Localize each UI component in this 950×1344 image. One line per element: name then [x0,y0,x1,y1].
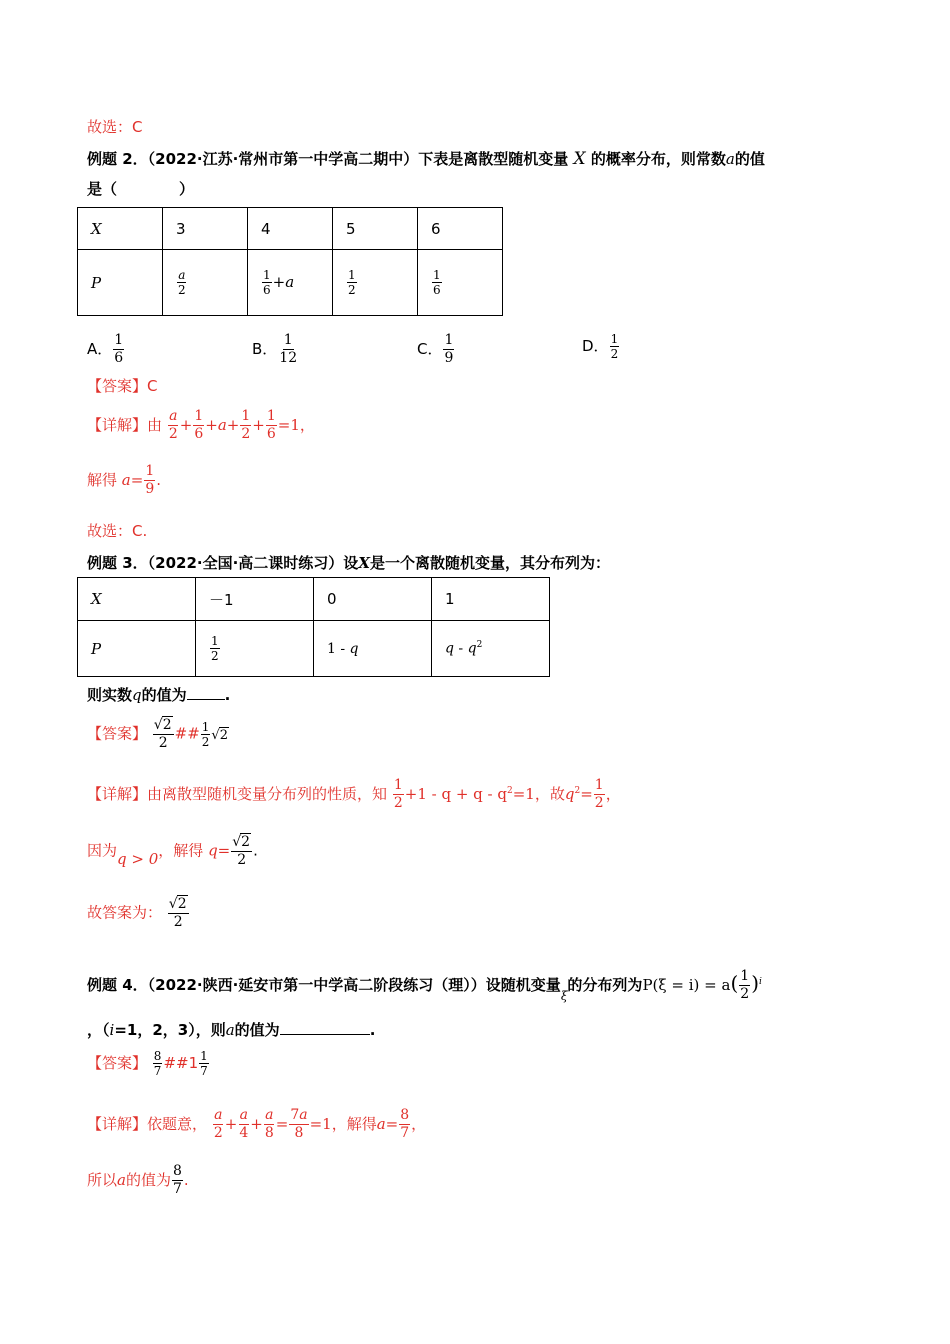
ex3-conclusion: 故答案为： $\frac{√2}{2}$ [87,896,187,930]
prob-half: $\frac{1}{2}$ [333,250,418,316]
option-c: C． $\frac{1}{9}$ [417,332,454,366]
prob-sixth-plus-a: $\frac{1}{6}$ +a [248,250,333,316]
ex2-options [87,322,787,366]
ex3-distribution-table: X －1 0 1 P $\frac{1}{2}$ 1 - q q - $q^2$ [77,577,550,677]
ex2-solve: 解得 a= $\frac{1}{9}$ . [87,463,162,497]
ex3-question: 则实数q的值为 . [87,686,231,704]
ex2-distribution-table: X 3 4 5 6 P $\frac{a}{2}$ $\frac{1}{6}$ +a $\frac{1}{2}$ $\frac{1}{6}$ [77,207,503,316]
prob-q-minus-q2: q - $q^2$ [432,621,550,677]
prev-answer: 故选：C [87,118,143,136]
ex3-title: 例题 3．（2022·全国·高二课时练习）设X是一个离散随机变量，其分布列为： [87,554,610,572]
option-b: B． $\frac{1}{12}$ [252,332,298,366]
ex2-detail: 【详解】由 $\frac{a}{2}$ + $\frac{1}{6}$ +a+ $\frac{1}{2}$ + $\frac{1}{6}$ =1， [87,408,315,442]
prob-one-minus-q: 1 - q [314,621,432,677]
prob-a-over-2: $\frac{a}{2}$ [163,250,248,316]
ex2-title: 例题 2．（2022·江苏·常州市第一中学高二期中）下表是离散型随机变量 X 的概率分布，则常数a的值 [87,149,765,169]
ex3-because: 因为q > 0，解得 q= $\frac{√2}{2}$ . [87,834,258,868]
ex2-final: 故选：C. [87,522,148,540]
ex4-conclusion: 所以a的值为 $\frac{8}{7}$ . [87,1163,189,1197]
ex4-detail: 【详解】依题意， $\frac{a}{2}$ + $\frac{a}{4}$ + $\frac{a}{8}$ = $\frac{7a}{8}$ =1，解得a= $\frac{8}{7}$ ， [87,1107,427,1141]
ex3-answer: 【答案】 $\frac{√2}{2}$ ## $\frac{1}{2}$ √2 [87,717,228,751]
ex4-title: 例题 4．（2022·陕西·延安市第一中学高二阶段练习（理））设随机变量$_\xi$的分布列为P(ξ = i) = a( $\frac{1}{2}$ )$^i$ [87,968,762,1003]
option-a: A． $\frac{1}{6}$ [87,332,124,366]
ex3-detail: 【详解】由离散型随机变量分布列的性质，知 $\frac{1}{2}$ $+1 - q + q - q^2=1$，故$q^2=$ $\frac{1}{2}$ ， [87,777,621,811]
ex4-title-line2: ，（i=1，2，3），则a的值为 . [87,1021,376,1039]
ex2-answer: 【答案】C [87,377,158,395]
ex2-title-line2: 是（ ） [87,180,195,198]
prob-half: $\frac{1}{2}$ [196,621,314,677]
option-d: D． $\frac{1}{2}$ [582,332,619,361]
prob-sixth: $\frac{1}{6}$ [418,250,503,316]
ex4-answer: 【答案】 $\frac{8}{7}$ ##1 $\frac{1}{7}$ [87,1049,208,1078]
